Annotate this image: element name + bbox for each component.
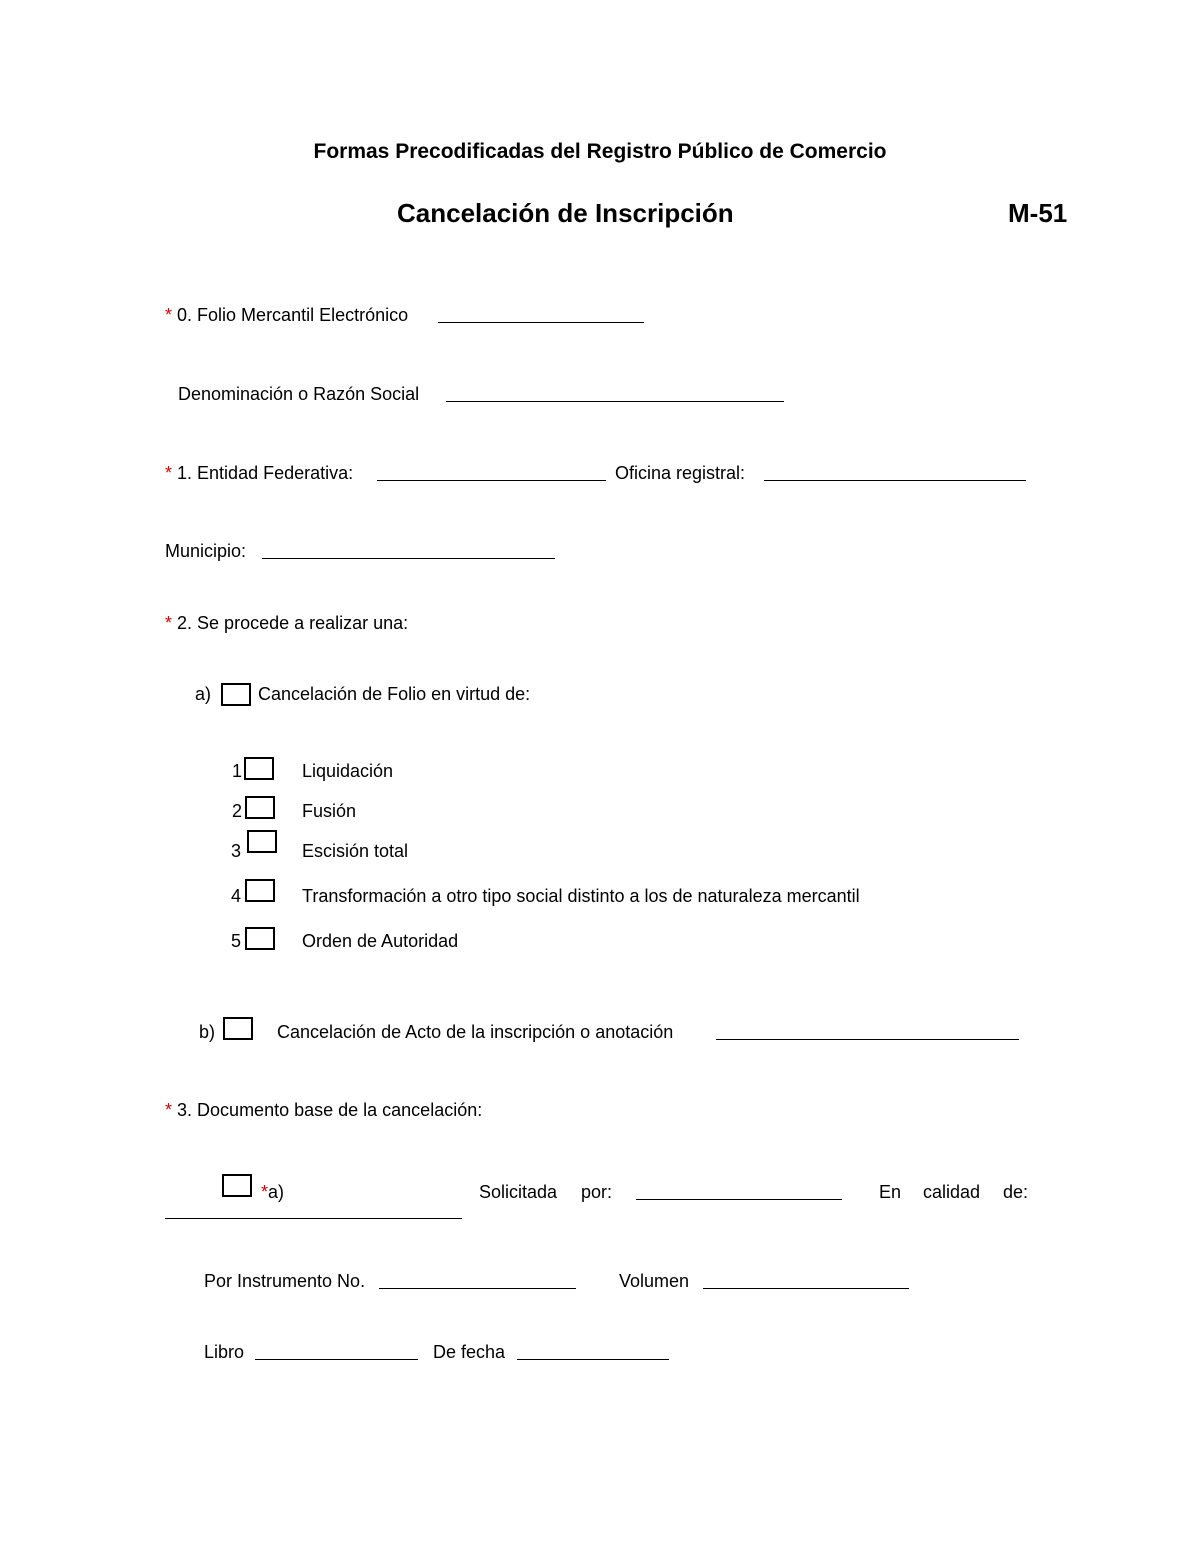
reason-number: 3 [231,841,242,861]
entidad-label: 1. Entidad Federativa: [177,463,354,483]
field2-row [165,612,408,634]
reason-number: 4 [231,886,242,906]
reason-label: Escisión total [302,841,409,861]
municipio-label: Municipio: [165,541,247,561]
option-b-letter: b) [199,1022,216,1042]
form-title: Cancelación de Inscripción [397,198,734,228]
option-b-input-line[interactable] [716,1039,1019,1040]
denominacion-label: Denominación o Razón Social [178,384,420,404]
required-mark: * [165,613,173,633]
calidad-label-3: de: [1003,1182,1029,1202]
volumen-label: Volumen [619,1271,690,1291]
reason-1-checkbox[interactable] [244,757,274,780]
volumen-input-line[interactable] [703,1288,909,1289]
reason-label: Fusión [302,801,357,821]
reason-number: 2 [232,801,243,821]
required-mark: * [165,1100,173,1120]
libro-label: Libro [204,1342,245,1362]
oficina-label: Oficina registral: [615,463,746,483]
calidad-input-line[interactable] [165,1218,462,1219]
required-mark: * [165,305,173,325]
field2-label: 2. Se procede a realizar una: [177,613,409,633]
solicitada-label-1: Solicitada [479,1182,558,1202]
solicitada-input-line[interactable] [636,1199,842,1200]
fecha-input-line[interactable] [517,1359,669,1360]
oficina-input-line[interactable] [764,480,1026,481]
option-a-label: Cancelación de Folio en virtud de: [258,684,531,704]
folio-input-line[interactable] [438,322,644,323]
reason-label: Orden de Autoridad [302,931,459,951]
document-a-checkbox[interactable] [222,1174,252,1197]
required-mark: * [165,463,173,483]
instrumento-label: Por Instrumento No. [204,1271,366,1291]
calidad-label-1: En [879,1182,902,1202]
option-b-label: Cancelación de Acto de la inscripción o anotación [277,1022,674,1042]
reason-number: 5 [231,931,242,951]
field0-label: 0. Folio Mercantil Electrónico [177,305,409,325]
libro-input-line[interactable] [255,1359,418,1360]
reason-3-checkbox[interactable] [247,830,277,853]
reason-5-checkbox[interactable] [245,927,275,950]
reason-label: Transformación a otro tipo social distinto a los de naturaleza mercantil [302,886,860,906]
calidad-label-2: calidad [923,1182,981,1202]
instrumento-input-line[interactable] [379,1288,576,1289]
municipio-input-line[interactable] [262,558,555,559]
reason-label: Liquidación [302,761,394,781]
document-a-row [261,1181,284,1203]
field0-row [165,304,408,326]
option-b-checkbox[interactable] [223,1017,253,1040]
reason-number: 1 [232,761,243,781]
field1-row [165,462,353,484]
entidad-input-line[interactable] [377,480,606,481]
option-a-letter: a) [195,684,212,704]
fecha-label: De fecha [433,1342,506,1362]
form-code: M-51 [1008,198,1068,228]
document-a-letter: a) [268,1182,285,1202]
option-a-checkbox[interactable] [221,683,251,706]
solicitada-label-2: por: [581,1182,613,1202]
form-subtitle: Formas Precodificadas del Registro Público de Comercio [313,140,887,163]
field3-row [165,1099,482,1121]
denominacion-input-line[interactable] [446,401,784,402]
reason-2-checkbox[interactable] [245,796,275,819]
field3-label: 3. Documento base de la cancelación: [177,1100,483,1120]
required-mark: * [261,1182,269,1202]
reason-4-checkbox[interactable] [245,879,275,902]
